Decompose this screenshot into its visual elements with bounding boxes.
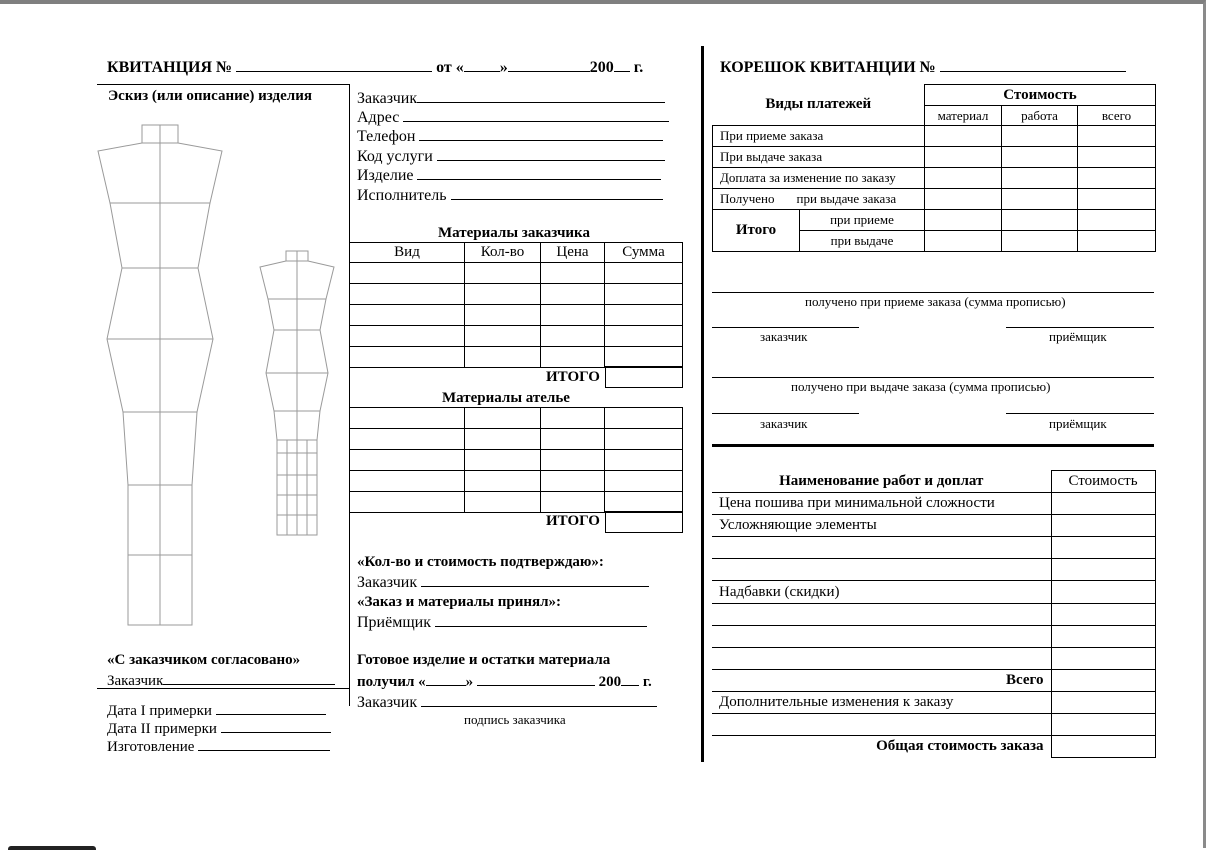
total-label: Итого	[713, 210, 800, 252]
receipt-title: КВИТАНЦИЯ №	[107, 59, 233, 76]
row-label: При выдаче заказа	[713, 147, 925, 168]
surcharges-label: Надбавки (скидки)	[712, 581, 1051, 604]
table-row	[713, 168, 1156, 189]
finished-day-field[interactable]	[426, 671, 466, 686]
table-row	[350, 492, 683, 513]
table-row	[712, 559, 1155, 581]
agreed-label: «С заказчиком согласовано»	[107, 652, 301, 668]
field-phone	[357, 126, 663, 146]
order-accepted-label: «Заказ и материалы принял»:	[357, 594, 562, 610]
year-suffix: г.	[633, 59, 644, 76]
atelier-total-field[interactable]	[605, 511, 683, 533]
col-material: материал	[925, 106, 1002, 126]
atelier-materials-title: Материалы ателье	[442, 390, 570, 406]
table-row	[712, 537, 1155, 559]
receipt-day-field[interactable]	[464, 57, 500, 72]
table-row	[712, 670, 1155, 692]
item-input[interactable]	[417, 165, 661, 180]
stub-number-field[interactable]	[940, 57, 1126, 72]
table-row	[350, 284, 683, 305]
field-label: Изделие	[357, 167, 414, 184]
accept-receiver-caption: приёмщик	[1049, 329, 1107, 344]
col-qty: Кол-во	[465, 243, 541, 263]
confirm-qty-label: «Кол-во и стоимость подтверждаю»:	[357, 554, 604, 570]
stub-thick-divider	[712, 444, 1154, 447]
receipt-title-line	[107, 57, 643, 77]
date1-line	[107, 700, 326, 720]
executor-input[interactable]	[451, 185, 663, 200]
table-row	[712, 626, 1155, 648]
received-issue-words-line[interactable]	[712, 377, 1154, 378]
manufacture-field[interactable]	[198, 736, 330, 751]
viewer-corner-tab	[8, 846, 96, 850]
grand-total-label: Общая стоимость заказа	[712, 736, 1051, 758]
sketch-title: Эскиз (или описание) изделия	[108, 88, 312, 104]
table-row	[350, 408, 683, 429]
customer-input[interactable]	[417, 88, 665, 103]
receiver-field[interactable]	[435, 612, 647, 627]
finished-customer-field[interactable]	[421, 692, 657, 707]
field-customer	[357, 88, 665, 108]
all-label: Всего	[712, 670, 1051, 692]
col-total: всего	[1078, 106, 1156, 126]
field-item	[357, 165, 661, 185]
table-row	[712, 736, 1155, 758]
issue-customer-sign-line[interactable]	[712, 413, 859, 414]
col-type: Вид	[350, 243, 465, 263]
customer-total-field[interactable]	[605, 366, 683, 388]
received-accept-words-line[interactable]	[712, 292, 1154, 293]
col-price: Цена	[541, 243, 605, 263]
works-table	[712, 470, 1156, 758]
mannequin-sketch	[90, 115, 340, 630]
accept-customer-sign-line[interactable]	[712, 327, 859, 328]
works-cost-header: Стоимость	[1051, 471, 1155, 493]
receipt-from: от «	[436, 59, 464, 76]
finished-month-field[interactable]	[477, 671, 595, 686]
table-row	[712, 714, 1155, 736]
sketch-box-bottom	[97, 688, 349, 689]
table-row	[712, 515, 1155, 537]
finished-received-line: получил « » 200 г.	[357, 671, 652, 691]
cost-header: Стоимость	[925, 85, 1156, 106]
at-issue-label: при выдаче	[800, 231, 925, 252]
sketch-box-top	[97, 84, 349, 85]
received-cell	[713, 189, 925, 210]
at-issue-order-label: при выдаче заказа	[796, 191, 897, 206]
stub-title-line	[720, 57, 1126, 77]
small-mannequin-icon	[260, 251, 334, 535]
row-label: При приеме заказа	[713, 126, 925, 147]
field-label: Адрес	[357, 109, 400, 126]
manufacture-line	[107, 736, 330, 756]
manufacture-label: Изготовление	[107, 739, 195, 755]
confirm-customer-line	[357, 572, 649, 592]
quote-close: »	[499, 59, 508, 76]
address-input[interactable]	[403, 107, 669, 122]
table-row	[350, 450, 683, 471]
date1-label: Дата I примерки	[107, 703, 212, 719]
table-row	[350, 263, 683, 284]
customer-signature-caption: подпись заказчика	[464, 712, 566, 727]
finished-received-label: получил «	[357, 674, 426, 690]
field-executor	[357, 185, 663, 205]
col-work: работа	[1002, 106, 1078, 126]
table-row	[350, 305, 683, 326]
agreed-customer-field[interactable]	[163, 670, 335, 685]
table-row	[350, 326, 683, 347]
atelier-total-label: ИТОГО	[546, 513, 600, 529]
received-issue-words-caption: получено при выдаче заказа (сумма прописью)	[791, 379, 1051, 394]
customer-total-label: ИТОГО	[546, 369, 600, 385]
table-row	[713, 147, 1156, 168]
table-row	[350, 429, 683, 450]
issue-receiver-caption: приёмщик	[1049, 416, 1107, 431]
customer-materials-title: Материалы заказчика	[438, 225, 590, 241]
table-row	[713, 126, 1156, 147]
issue-customer-caption: заказчик	[760, 416, 808, 431]
col-sum: Сумма	[605, 243, 683, 263]
received-accept-words-caption: получено при приеме заказа (сумма прописью)	[805, 294, 1066, 309]
field-service-code	[357, 146, 665, 166]
table-row	[712, 692, 1155, 714]
phone-input[interactable]	[419, 126, 663, 141]
receipt-divider	[701, 46, 704, 762]
additional-label: Дополнительные изменения к заказу	[712, 692, 1051, 714]
table-row	[712, 604, 1155, 626]
field-label: Заказчик	[357, 90, 418, 107]
date2-field[interactable]	[221, 718, 331, 733]
receipt-year-field[interactable]	[614, 57, 630, 72]
confirm-customer-label: Заказчик	[357, 574, 418, 591]
service-code-input[interactable]	[437, 146, 665, 161]
table-row	[350, 347, 683, 368]
complicating-label: Усложняющие элементы	[712, 515, 1051, 537]
payments-table	[712, 84, 1156, 252]
table-row	[713, 210, 1156, 231]
accept-receiver-sign-line[interactable]	[1006, 327, 1154, 328]
table-row	[712, 581, 1155, 604]
sketch-box-right	[349, 84, 350, 706]
large-mannequin-icon	[98, 125, 222, 625]
receiver-line	[357, 612, 647, 632]
field-label: Код услуги	[357, 148, 433, 165]
stub-title: КОРЕШОК КВИТАНЦИИ №	[720, 59, 936, 76]
date1-field[interactable]	[216, 700, 326, 715]
issue-receiver-sign-line[interactable]	[1006, 413, 1154, 414]
receipt-month-field[interactable]	[508, 57, 590, 72]
receiver-label: Приёмщик	[357, 614, 431, 631]
table-row	[712, 493, 1155, 515]
at-accept-label: при приеме	[800, 210, 925, 231]
works-title: Наименование работ и доплат	[712, 471, 1051, 493]
table-row	[712, 648, 1155, 670]
accept-customer-caption: заказчик	[760, 329, 808, 344]
date2-label: Дата II примерки	[107, 721, 217, 737]
agreed-customer-label: Заказчик	[107, 673, 164, 689]
payment-types-header: Виды платежей	[713, 85, 925, 126]
finished-customer-label: Заказчик	[357, 694, 418, 711]
customer-materials-table	[349, 242, 683, 368]
field-label: Исполнитель	[357, 187, 447, 204]
year-prefix: 200	[589, 59, 614, 76]
receipt-number-field[interactable]	[236, 57, 432, 72]
field-label: Телефон	[357, 128, 416, 145]
finished-customer-line	[357, 692, 657, 712]
atelier-materials-table	[349, 407, 683, 513]
received-label: Получено	[720, 191, 775, 206]
table-row	[713, 189, 1156, 210]
agreed-customer-line	[107, 670, 335, 690]
field-address	[357, 107, 669, 127]
date2-line	[107, 718, 331, 738]
finished-year-field[interactable]	[621, 671, 639, 686]
row-label: Доплата за изменение по заказу	[713, 168, 925, 189]
finished-label: Готовое изделие и остатки материала	[357, 652, 611, 668]
confirm-customer-field[interactable]	[421, 572, 649, 587]
table-row	[350, 471, 683, 492]
min-price-label: Цена пошива при минимальной сложности	[712, 493, 1051, 515]
